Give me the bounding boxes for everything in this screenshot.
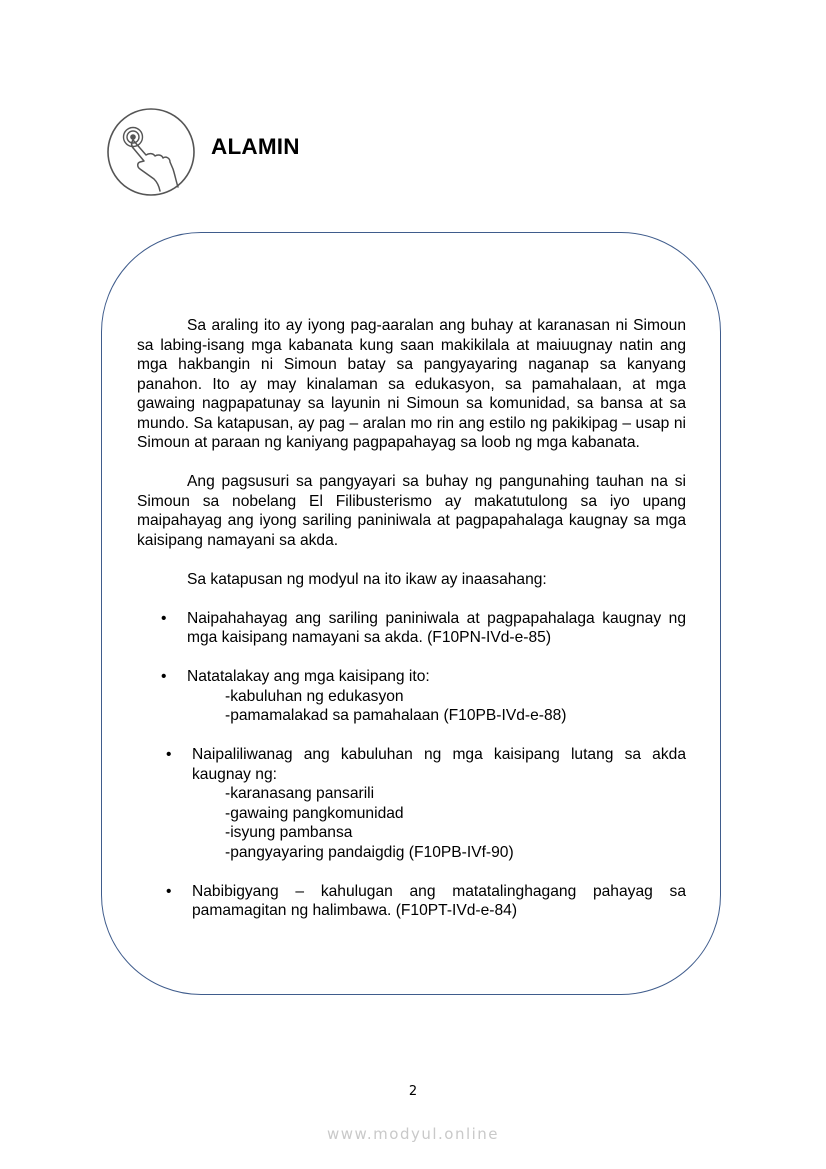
watermark: www.modyul.online bbox=[326, 1125, 500, 1143]
objective-subitem: -kabuluhan ng edukasyon bbox=[225, 687, 404, 705]
objective-subitem: -pangyayaring pandaigdig (F10PB-IVf-90) bbox=[225, 843, 514, 861]
section-title: ALAMIN bbox=[211, 134, 300, 159]
objective-subitem: -karanasang pansarili bbox=[225, 785, 375, 802]
bullet-icon: • bbox=[166, 882, 172, 900]
objective-item bbox=[137, 609, 686, 648]
content-body bbox=[137, 316, 686, 940]
objective-text: Naipahahayag ang sariling paniniwala at pagpapahalaga kaugnay ng mga kaisipang namayani sa akda. (F10PN-IVd-e-85) bbox=[187, 609, 686, 646]
objective-text: Nabibigyang – kahulugan ang matatalinghagang pahayag sa pamamagitan ng halimbawa. (F10PT-IVd-e-84) bbox=[192, 882, 686, 919]
objective-item bbox=[137, 667, 686, 726]
intro-paragraph: Sa araling ito ay iyong pag-aaralan ang buhay at karanasan ni Simoun sa labing-isang mga kabanata kung saan makikilala at maiuugnay natin ang mga hakbangin ni Simoun batay sa pangyayaring naganap sa kanyang panahon. Ito ay may kinalaman sa edukasyon, sa pamahalaan, at mga gawaing nagpapatunay sa layunin ni Simoun sa komunidad, sa bansa at sa mundo. Sa katapusan, ay pag – aralan mo rin ang estilo ng pakikipag – usap ni Simoun at paraan ng kaniyang pagpapahayag sa loob ng mga kabanata. bbox=[137, 317, 686, 451]
objective-subitem: -pamamalakad sa pamahalaan (F10PB-IVd-e-88) bbox=[225, 707, 567, 724]
objectives-intro: Sa katapusan ng modyul na ito ikaw ay inaasahang: bbox=[187, 570, 547, 588]
bullet-icon: • bbox=[161, 668, 167, 685]
intro-paragraph: Ang pagsusuri sa pangyayari sa buhay ng pangunahing tauhan na si Simoun sa nobelang El Filibusterismo ay makatutulong sa iyo upang maipahayag ang iyong sariling paniniwala at pagpapahalaga kaugnay sa mga kaisipang namayani sa akda. bbox=[137, 473, 686, 549]
objective-subitem: -gawaing pangkomunidad bbox=[225, 804, 404, 822]
objective-subitem: -isyung pambansa bbox=[225, 824, 353, 841]
objective-item bbox=[137, 882, 686, 921]
touch-hand-icon bbox=[106, 107, 196, 197]
objective-text: Naipaliliwanag ang kabuluhan ng mga kaisipang lutang sa akda kaugnay ng: bbox=[192, 746, 686, 783]
bullet-icon: • bbox=[161, 609, 167, 627]
objective-text: Natatalakay ang mga kaisipang ito: bbox=[187, 668, 430, 685]
bullet-icon: • bbox=[166, 746, 172, 763]
objective-item bbox=[137, 745, 686, 862]
page-number: 2 bbox=[408, 1084, 418, 1099]
